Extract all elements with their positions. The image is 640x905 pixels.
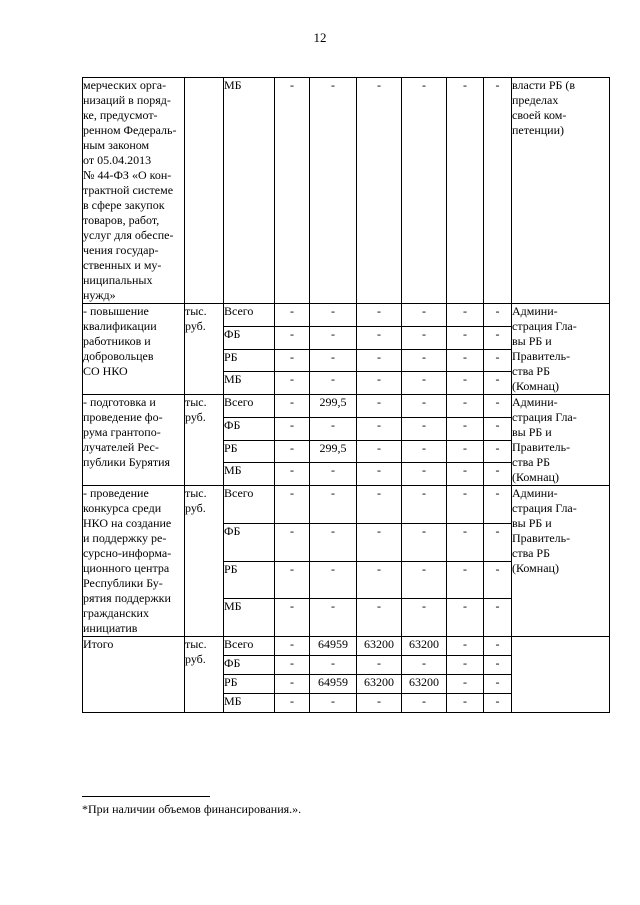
source-cell bbox=[224, 326, 275, 349]
row-description bbox=[83, 304, 185, 395]
value-cell bbox=[275, 440, 310, 463]
value-cell bbox=[447, 326, 484, 349]
table-row bbox=[83, 395, 610, 418]
source-text: ФБ bbox=[224, 523, 241, 538]
source-text: МБ bbox=[224, 463, 242, 478]
value-text: - bbox=[290, 304, 294, 318]
value-cell bbox=[275, 486, 310, 524]
value-cell bbox=[447, 417, 484, 440]
value-text: - bbox=[495, 463, 500, 478]
value-cell bbox=[402, 637, 447, 656]
responsible-text: власти РБ (в пределах своей ком- петенции) bbox=[512, 78, 576, 137]
source-cell bbox=[224, 304, 275, 327]
value-text: - bbox=[331, 463, 335, 478]
unit-cell bbox=[185, 78, 224, 304]
value-text: - bbox=[463, 523, 467, 538]
value-cell bbox=[357, 395, 402, 418]
value-text: - bbox=[463, 326, 467, 341]
value-cell bbox=[484, 304, 512, 327]
description-text: - подготовка и проведение фо- рума грантопо- лучателей Рес- публики Бурятия bbox=[83, 395, 171, 469]
value-cell bbox=[310, 395, 357, 418]
value-text: - bbox=[495, 486, 500, 500]
unit-text: тыс. руб. bbox=[185, 395, 207, 424]
value-text: - bbox=[495, 372, 500, 387]
value-text: - bbox=[495, 523, 500, 538]
source-text: МБ bbox=[224, 599, 242, 614]
value-text: - bbox=[290, 486, 294, 500]
value-text: - bbox=[422, 417, 426, 432]
value-cell bbox=[275, 417, 310, 440]
value-text: - bbox=[331, 349, 335, 364]
value-cell bbox=[484, 78, 512, 304]
value-cell bbox=[447, 599, 484, 637]
value-text: - bbox=[463, 561, 467, 576]
value-text: - bbox=[290, 78, 294, 92]
value-text: - bbox=[377, 440, 381, 455]
source-cell bbox=[224, 372, 275, 395]
value-cell bbox=[484, 637, 512, 656]
value-cell bbox=[275, 599, 310, 637]
value-cell bbox=[447, 395, 484, 418]
source-text: МБ bbox=[224, 372, 242, 387]
value-cell bbox=[484, 417, 512, 440]
value-text: - bbox=[331, 561, 335, 576]
value-cell bbox=[402, 440, 447, 463]
footnote-separator bbox=[82, 796, 210, 797]
source-cell bbox=[224, 417, 275, 440]
value-text: - bbox=[290, 440, 294, 455]
value-cell bbox=[310, 675, 357, 694]
value-cell bbox=[310, 561, 357, 599]
source-cell bbox=[224, 675, 275, 694]
value-cell bbox=[484, 486, 512, 524]
value-text: - bbox=[422, 599, 426, 614]
source-cell bbox=[224, 349, 275, 372]
value-cell bbox=[484, 349, 512, 372]
value-cell bbox=[275, 523, 310, 561]
value-cell bbox=[484, 523, 512, 561]
value-text: - bbox=[290, 349, 294, 364]
source-text: ФБ bbox=[224, 417, 241, 432]
value-cell bbox=[310, 440, 357, 463]
value-cell bbox=[402, 78, 447, 304]
responsible-cell bbox=[512, 637, 610, 713]
source-cell bbox=[224, 486, 275, 524]
value-cell bbox=[402, 304, 447, 327]
value-text: - bbox=[290, 637, 294, 651]
value-text: - bbox=[422, 372, 426, 387]
value-cell bbox=[275, 78, 310, 304]
value-cell bbox=[402, 599, 447, 637]
value-text: - bbox=[331, 372, 335, 387]
source-text: Всего bbox=[224, 486, 254, 500]
value-cell bbox=[357, 561, 402, 599]
value-text: - bbox=[331, 486, 335, 500]
table-row bbox=[83, 486, 610, 524]
source-text: Всего bbox=[224, 304, 254, 318]
value-text: - bbox=[463, 486, 467, 500]
value-text: - bbox=[495, 395, 500, 409]
value-text: - bbox=[290, 656, 294, 670]
source-cell bbox=[224, 395, 275, 418]
value-text: - bbox=[377, 395, 381, 409]
value-cell bbox=[310, 326, 357, 349]
value-text: - bbox=[422, 440, 426, 455]
value-text: - bbox=[331, 417, 335, 432]
value-text: - bbox=[377, 463, 381, 478]
value-cell bbox=[357, 463, 402, 486]
value-text: - bbox=[377, 326, 381, 341]
value-cell bbox=[357, 304, 402, 327]
responsible-cell bbox=[512, 304, 610, 395]
value-text: - bbox=[463, 694, 467, 708]
value-cell bbox=[310, 463, 357, 486]
value-cell bbox=[275, 637, 310, 656]
source-text: РБ bbox=[224, 440, 238, 455]
value-cell bbox=[402, 656, 447, 675]
value-text: - bbox=[463, 440, 467, 455]
value-cell bbox=[484, 675, 512, 694]
value-cell bbox=[310, 523, 357, 561]
value-text: - bbox=[377, 417, 381, 432]
value-text: - bbox=[422, 304, 426, 318]
value-cell bbox=[484, 326, 512, 349]
value-text: - bbox=[422, 395, 426, 409]
value-text: - bbox=[495, 656, 500, 670]
value-text: - bbox=[331, 523, 335, 538]
value-text: - bbox=[463, 417, 467, 432]
value-text: - bbox=[495, 78, 500, 92]
value-cell bbox=[447, 78, 484, 304]
value-cell bbox=[357, 78, 402, 304]
value-text: - bbox=[290, 326, 294, 341]
source-cell bbox=[224, 599, 275, 637]
value-cell bbox=[275, 694, 310, 713]
value-cell bbox=[357, 675, 402, 694]
value-text: - bbox=[495, 599, 500, 614]
value-cell bbox=[310, 78, 357, 304]
unit-text: тыс. руб. bbox=[185, 637, 207, 666]
value-cell bbox=[357, 349, 402, 372]
footnote: *При наличии объемов финансирования.». bbox=[82, 802, 302, 816]
value-text: - bbox=[422, 694, 426, 708]
value-cell bbox=[402, 349, 447, 372]
value-text: - bbox=[377, 523, 381, 538]
value-cell bbox=[275, 675, 310, 694]
row-description bbox=[83, 395, 185, 486]
value-cell bbox=[447, 675, 484, 694]
value-cell bbox=[275, 349, 310, 372]
value-text: - bbox=[290, 417, 294, 432]
table-row bbox=[83, 304, 610, 327]
value-cell bbox=[484, 694, 512, 713]
source-cell bbox=[224, 440, 275, 463]
value-cell bbox=[447, 694, 484, 713]
value-text: - bbox=[377, 599, 381, 614]
row-description bbox=[83, 78, 185, 304]
value-text: - bbox=[290, 694, 294, 708]
value-cell bbox=[484, 599, 512, 637]
value-cell bbox=[402, 395, 447, 418]
source-cell bbox=[224, 656, 275, 675]
value-text: - bbox=[463, 656, 467, 670]
value-cell bbox=[447, 304, 484, 327]
source-text: ФБ bbox=[224, 326, 241, 341]
source-cell bbox=[224, 78, 275, 304]
source-text: Всего bbox=[224, 395, 254, 409]
value-text: 299,5 bbox=[319, 440, 347, 455]
value-text: - bbox=[377, 486, 381, 500]
value-cell bbox=[357, 694, 402, 713]
value-cell bbox=[357, 637, 402, 656]
value-text: - bbox=[377, 656, 381, 670]
row-description bbox=[83, 486, 185, 637]
table-row bbox=[83, 78, 610, 304]
value-text: - bbox=[377, 78, 381, 92]
value-text: - bbox=[463, 372, 467, 387]
description-text: - проведение конкурса среди НКО на создание и поддержку ре- сурсно-информа- ционного центра Республики Бу- рятия поддержки гражданских инициатив bbox=[83, 486, 172, 635]
value-text: - bbox=[331, 304, 335, 318]
value-text: - bbox=[331, 656, 335, 670]
value-text: - bbox=[331, 599, 335, 614]
value-cell bbox=[357, 372, 402, 395]
value-text: - bbox=[495, 304, 500, 318]
value-cell bbox=[402, 417, 447, 440]
responsible-text: Админи- страция Гла- вы РБ и Правитель- ства РБ (Комнац) bbox=[512, 304, 577, 393]
source-text: РБ bbox=[224, 349, 238, 364]
value-cell bbox=[484, 463, 512, 486]
value-text: - bbox=[290, 599, 294, 614]
value-cell bbox=[484, 372, 512, 395]
description-text: мерческих орга- низаций в поряд- ке, предусмот- ренном Федераль- ным законом от 05.04.2013 № 44-ФЗ «О кон- трактной системе в сфере закупок товаров, работ, услуг для обеспе- чения государ- ственных и му- ниципальных нужд» bbox=[83, 78, 177, 302]
value-cell bbox=[484, 656, 512, 675]
value-cell bbox=[310, 372, 357, 395]
value-text: - bbox=[422, 78, 426, 92]
value-cell bbox=[447, 561, 484, 599]
value-text: - bbox=[463, 675, 467, 689]
value-cell bbox=[402, 372, 447, 395]
value-cell bbox=[275, 372, 310, 395]
value-text: - bbox=[463, 637, 467, 651]
source-text: МБ bbox=[224, 694, 242, 708]
source-cell bbox=[224, 463, 275, 486]
value-text: - bbox=[495, 349, 500, 364]
value-text: 63200 bbox=[409, 637, 439, 651]
value-text: - bbox=[495, 675, 500, 689]
value-text: - bbox=[422, 349, 426, 364]
value-text: - bbox=[290, 395, 294, 409]
unit-text: тыс. руб. bbox=[185, 486, 207, 515]
value-text: - bbox=[463, 78, 467, 92]
value-cell bbox=[310, 599, 357, 637]
value-cell bbox=[275, 326, 310, 349]
value-cell bbox=[484, 440, 512, 463]
value-cell bbox=[310, 637, 357, 656]
value-text: - bbox=[331, 326, 335, 341]
unit-cell bbox=[185, 486, 224, 637]
source-cell bbox=[224, 561, 275, 599]
value-text: - bbox=[422, 463, 426, 478]
source-cell bbox=[224, 523, 275, 561]
source-cell bbox=[224, 694, 275, 713]
value-cell bbox=[402, 463, 447, 486]
value-text: - bbox=[463, 349, 467, 364]
value-cell bbox=[447, 486, 484, 524]
source-text: МБ bbox=[224, 78, 242, 92]
value-cell bbox=[402, 523, 447, 561]
page-number: 12 bbox=[313, 30, 327, 45]
responsible-cell bbox=[512, 78, 610, 304]
description-text: Итого bbox=[83, 637, 114, 651]
value-cell bbox=[275, 463, 310, 486]
value-cell bbox=[357, 599, 402, 637]
value-cell bbox=[402, 694, 447, 713]
value-text: - bbox=[495, 637, 500, 651]
value-text: - bbox=[463, 395, 467, 409]
value-cell bbox=[447, 372, 484, 395]
value-text: 299,5 bbox=[319, 395, 347, 409]
value-text: - bbox=[377, 694, 381, 708]
unit-cell bbox=[185, 637, 224, 713]
value-text: - bbox=[290, 675, 294, 689]
value-cell bbox=[447, 440, 484, 463]
value-cell bbox=[357, 326, 402, 349]
value-text: 63200 bbox=[364, 637, 394, 651]
value-text: - bbox=[377, 372, 381, 387]
responsible-cell bbox=[512, 395, 610, 486]
source-text: РБ bbox=[224, 675, 238, 689]
value-text: - bbox=[377, 304, 381, 318]
value-text: - bbox=[495, 440, 500, 455]
value-text: - bbox=[495, 561, 500, 576]
value-cell bbox=[310, 417, 357, 440]
value-cell bbox=[402, 326, 447, 349]
value-cell bbox=[357, 523, 402, 561]
value-text: - bbox=[463, 599, 467, 614]
value-cell bbox=[275, 304, 310, 327]
value-cell bbox=[402, 675, 447, 694]
value-cell bbox=[275, 395, 310, 418]
value-cell bbox=[310, 349, 357, 372]
value-cell bbox=[275, 561, 310, 599]
value-text: - bbox=[422, 523, 426, 538]
unit-cell bbox=[185, 304, 224, 395]
value-cell bbox=[357, 440, 402, 463]
value-text: - bbox=[331, 694, 335, 708]
value-text: - bbox=[377, 349, 381, 364]
unit-text: тыс. руб. bbox=[185, 304, 207, 333]
value-text: - bbox=[422, 326, 426, 341]
value-cell bbox=[357, 656, 402, 675]
value-text: - bbox=[422, 561, 426, 576]
value-text: - bbox=[463, 304, 467, 318]
value-text: - bbox=[495, 326, 500, 341]
source-text: Всего bbox=[224, 637, 254, 651]
value-cell bbox=[310, 304, 357, 327]
value-cell bbox=[310, 656, 357, 675]
value-cell bbox=[447, 463, 484, 486]
value-text: 64959 bbox=[318, 675, 348, 689]
value-text: - bbox=[422, 656, 426, 670]
source-cell bbox=[224, 637, 275, 656]
value-text: - bbox=[463, 463, 467, 478]
value-cell bbox=[484, 561, 512, 599]
value-text: 63200 bbox=[364, 675, 394, 689]
value-cell bbox=[402, 561, 447, 599]
responsible-text: Админи- страция Гла- вы РБ и Правитель- ства РБ (Комнац) bbox=[512, 486, 577, 575]
value-text: - bbox=[290, 523, 294, 538]
value-text: - bbox=[495, 417, 500, 432]
value-cell bbox=[310, 486, 357, 524]
source-text: ФБ bbox=[224, 656, 241, 670]
value-cell bbox=[402, 486, 447, 524]
value-text: - bbox=[422, 486, 426, 500]
value-text: - bbox=[377, 561, 381, 576]
value-cell bbox=[484, 395, 512, 418]
value-text: - bbox=[290, 463, 294, 478]
value-cell bbox=[447, 523, 484, 561]
responsible-cell bbox=[512, 486, 610, 637]
value-text: 63200 bbox=[409, 675, 439, 689]
value-text: - bbox=[290, 372, 294, 387]
value-cell bbox=[357, 486, 402, 524]
value-cell bbox=[447, 349, 484, 372]
value-cell bbox=[275, 656, 310, 675]
value-cell bbox=[357, 417, 402, 440]
row-description bbox=[83, 637, 185, 713]
value-cell bbox=[310, 694, 357, 713]
responsible-text: Админи- страция Гла- вы РБ и Правитель- ства РБ (Комнац) bbox=[512, 395, 577, 484]
value-text: - bbox=[290, 561, 294, 576]
value-text: - bbox=[331, 78, 335, 92]
source-text: РБ bbox=[224, 561, 238, 576]
value-text: - bbox=[495, 694, 500, 708]
financing-table bbox=[82, 77, 610, 713]
description-text: - повышение квалификации работников и добровольцев СО НКО bbox=[83, 304, 157, 378]
table-row bbox=[83, 637, 610, 656]
value-cell bbox=[447, 656, 484, 675]
value-cell bbox=[447, 637, 484, 656]
unit-cell bbox=[185, 395, 224, 486]
value-text: 64959 bbox=[318, 637, 348, 651]
